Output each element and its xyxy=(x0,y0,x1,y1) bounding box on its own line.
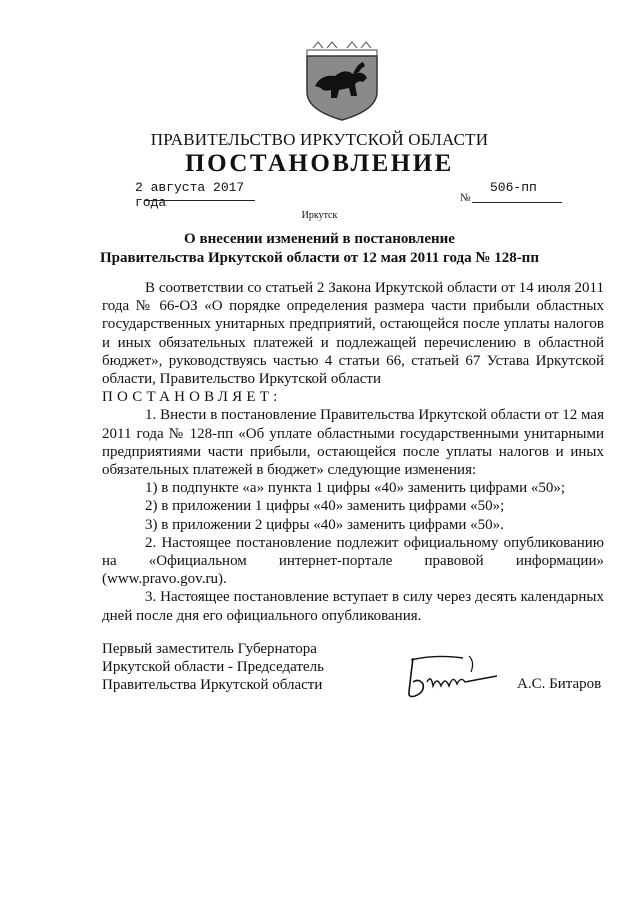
decree-line-wrap xyxy=(102,388,604,406)
item-3-paragraph: 3. Настоящее постановление вступает в силу через десять календарных дней после дня его официального опубликования. xyxy=(102,589,604,624)
item-1-paragraph: 1. Внести в постановление Правительства Иркутской области от 12 мая 2011 года № 128-пп «Об уплате областными государственными унитарными предприятиями части прибыли, остающейся после уплаты налогов и иных обязательных платежей в бюджет» следующие изменения: xyxy=(102,407,604,479)
subitem-1: 1) в подпункте «а» пункта 1 цифры «40» заменить цифрами «50»; xyxy=(145,480,566,497)
document-date: 2 августа 2017 года xyxy=(135,180,245,210)
number-underline xyxy=(472,202,562,203)
document-number: 506-пп xyxy=(490,180,537,195)
city-label: Иркутск xyxy=(301,210,338,221)
preamble-paragraph: В соответствии со статьей 2 Закона Иркутской области от 14 июля 2011 года № 66-ОЗ «О порядке определения размера части прибыли областных государственных унитарных предприятий, остающейся после уплаты налогов и иных обязательных платежей и подлежащей перечислению в областной бюджет», руководствуясь частью 4 статьи 66, статьей 67 Устава Иркутской области, Правительство Иркутской области xyxy=(102,280,604,388)
decree-word: ПОСТАНОВЛЯЕТ: xyxy=(102,389,282,406)
document-heading xyxy=(0,230,639,268)
signatory-title-line-2: Иркутской области - Председатель xyxy=(102,659,324,676)
government-title: ПРАВИТЕЛЬСТВО ИРКУТСКОЙ ОБЛАСТИ xyxy=(150,130,489,149)
heading-line-2: Правительства Иркутской области от 12 мая 2011 года № 128-пп xyxy=(100,250,539,266)
item-2-paragraph: 2. Настоящее постановление подлежит официальному опубликованию на «Официальном интернет-портале правовой информации» (www.pravo.gov.ru). xyxy=(102,534,604,588)
signatory-title xyxy=(102,640,372,695)
signatory-title-line-1: Первый заместитель Губернатора xyxy=(102,641,317,657)
signatory-name: А.С. Битаров xyxy=(517,676,602,692)
handwritten-signature xyxy=(405,652,500,700)
number-sign: № xyxy=(460,192,471,204)
subitem-2: 2) в приложении 1 цифры «40» заменить цифрами «50»; xyxy=(145,498,505,515)
signatory-title-line-3: Правительства Иркутской области xyxy=(102,677,323,694)
coat-of-arms-icon xyxy=(293,40,391,122)
document-body xyxy=(102,279,604,625)
date-underline xyxy=(145,200,255,201)
document-type: ПОСТАНОВЛЕНИЕ xyxy=(185,150,454,177)
subitem-3: 3) в приложении 2 цифры «40» заменить цифрами «50». xyxy=(145,516,504,533)
heading-line-1: О внесении изменений в постановление xyxy=(184,231,455,247)
